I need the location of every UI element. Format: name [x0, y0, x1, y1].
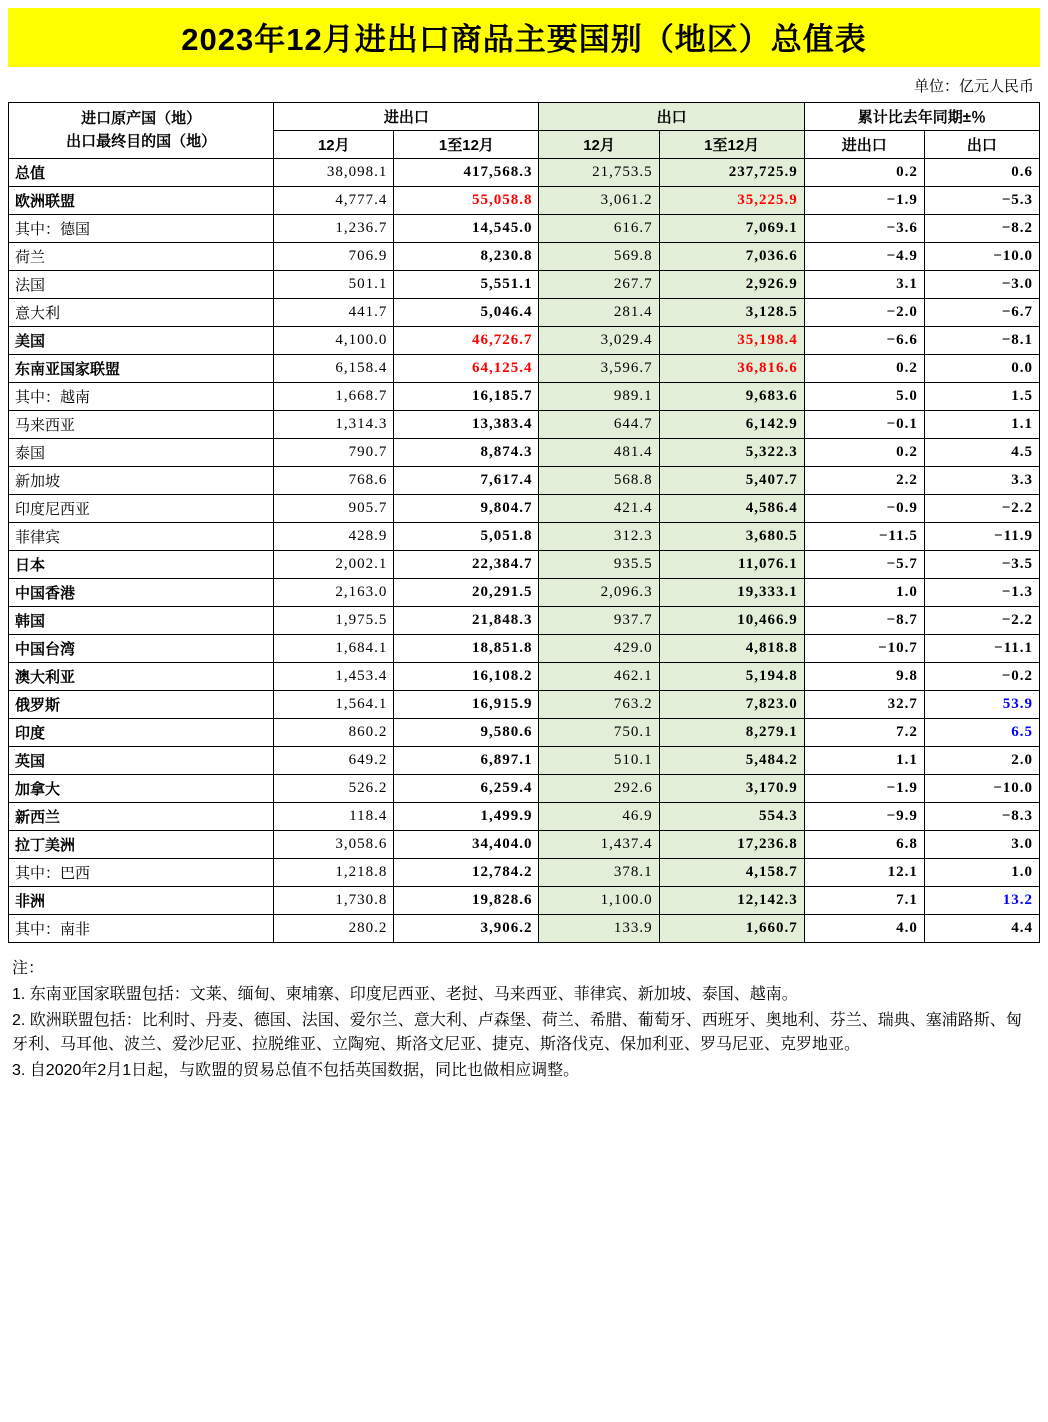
cell-exp_y: 8,279.1	[659, 719, 804, 747]
cell-yoy_e: 6.5	[924, 719, 1039, 747]
cell-exp_y: 5,407.7	[659, 467, 804, 495]
page-root	[0, 8, 1048, 1095]
cell-exp_y: 6,142.9	[659, 411, 804, 439]
header-origin-destination	[9, 103, 274, 159]
header-origin-line2: 出口最终目的国（地）	[66, 132, 217, 150]
table-row	[9, 327, 1040, 355]
row-label: 新加坡	[9, 467, 274, 495]
cell-yoy_ie: 2.2	[804, 467, 924, 495]
table-row	[9, 299, 1040, 327]
cell-impexp_y: 6,897.1	[394, 747, 539, 775]
cell-yoy_ie: −0.9	[804, 495, 924, 523]
cell-exp_y: 7,069.1	[659, 215, 804, 243]
row-label: 非洲	[9, 887, 274, 915]
cell-exp_m: 644.7	[539, 411, 659, 439]
table-row	[9, 551, 1040, 579]
cell-impexp_y: 13,383.4	[394, 411, 539, 439]
cell-yoy_e: −10.0	[924, 775, 1039, 803]
cell-exp_y: 5,322.3	[659, 439, 804, 467]
cell-exp_y: 2,926.9	[659, 271, 804, 299]
cell-impexp_m: 1,668.7	[274, 383, 394, 411]
table-row	[9, 271, 1040, 299]
row-label: 总值	[9, 159, 274, 187]
cell-yoy_e: 0.6	[924, 159, 1039, 187]
cell-impexp_m: 2,163.0	[274, 579, 394, 607]
cell-exp_m: 568.8	[539, 467, 659, 495]
cell-impexp_m: 905.7	[274, 495, 394, 523]
cell-yoy_ie: 0.2	[804, 439, 924, 467]
cell-yoy_e: 4.4	[924, 915, 1039, 943]
cell-impexp_y: 16,108.2	[394, 663, 539, 691]
cell-yoy_e: 4.5	[924, 439, 1039, 467]
cell-exp_y: 12,142.3	[659, 887, 804, 915]
cell-exp_m: 133.9	[539, 915, 659, 943]
header-row-1	[9, 103, 1040, 131]
row-label: 美国	[9, 327, 274, 355]
cell-exp_m: 510.1	[539, 747, 659, 775]
cell-impexp_y: 6,259.4	[394, 775, 539, 803]
cell-yoy_e: −0.2	[924, 663, 1039, 691]
row-label: 泰国	[9, 439, 274, 467]
cell-yoy_e: −11.9	[924, 523, 1039, 551]
cell-impexp_m: 38,098.1	[274, 159, 394, 187]
cell-exp_m: 763.2	[539, 691, 659, 719]
title-banner	[8, 8, 1040, 67]
cell-yoy_e: 2.0	[924, 747, 1039, 775]
cell-yoy_ie: 9.8	[804, 663, 924, 691]
unit-label: 单位：亿元人民币	[913, 78, 1034, 95]
trade-statistics-table	[8, 102, 1040, 943]
cell-yoy_ie: 1.0	[804, 579, 924, 607]
cell-exp_m: 569.8	[539, 243, 659, 271]
header-export-ytd: 1至12月	[659, 131, 804, 159]
cell-yoy_e: 1.1	[924, 411, 1039, 439]
cell-exp_m: 937.7	[539, 607, 659, 635]
cell-exp_y: 3,170.9	[659, 775, 804, 803]
cell-exp_y: 10,466.9	[659, 607, 804, 635]
table-row	[9, 467, 1040, 495]
note-line: 1. 东南亚国家联盟包括：文莱、缅甸、柬埔寨、印度尼西亚、老挝、马来西亚、菲律宾、新加坡、泰国、越南。	[12, 985, 798, 1003]
cell-impexp_m: 441.7	[274, 299, 394, 327]
cell-exp_y: 1,660.7	[659, 915, 804, 943]
cell-yoy_e: −8.2	[924, 215, 1039, 243]
table-row	[9, 803, 1040, 831]
table-row	[9, 439, 1040, 467]
cell-exp_m: 750.1	[539, 719, 659, 747]
cell-exp_y: 19,333.1	[659, 579, 804, 607]
header-yoy-export: 出口	[924, 131, 1039, 159]
cell-impexp_m: 428.9	[274, 523, 394, 551]
cell-exp_y: 7,823.0	[659, 691, 804, 719]
row-label: 日本	[9, 551, 274, 579]
cell-impexp_y: 18,851.8	[394, 635, 539, 663]
cell-yoy_ie: 1.1	[804, 747, 924, 775]
cell-yoy_ie: 6.8	[804, 831, 924, 859]
header-origin-line1: 进口原产国（地）	[81, 110, 202, 127]
row-label: 英国	[9, 747, 274, 775]
cell-yoy_ie: 3.1	[804, 271, 924, 299]
cell-impexp_y: 14,545.0	[394, 215, 539, 243]
cell-impexp_y: 5,551.1	[394, 271, 539, 299]
row-label: 荷兰	[9, 243, 274, 271]
table-row	[9, 411, 1040, 439]
cell-exp_y: 36,816.6	[659, 355, 804, 383]
cell-exp_y: 9,683.6	[659, 383, 804, 411]
cell-yoy_e: −6.7	[924, 299, 1039, 327]
row-label: 加拿大	[9, 775, 274, 803]
cell-impexp_m: 1,684.1	[274, 635, 394, 663]
table-row	[9, 215, 1040, 243]
cell-yoy_e: −11.1	[924, 635, 1039, 663]
cell-impexp_m: 1,564.1	[274, 691, 394, 719]
row-label: 新西兰	[9, 803, 274, 831]
cell-yoy_ie: −11.5	[804, 523, 924, 551]
cell-impexp_y: 9,804.7	[394, 495, 539, 523]
cell-impexp_y: 16,185.7	[394, 383, 539, 411]
header-impexp-month: 12月	[274, 131, 394, 159]
cell-exp_m: 312.3	[539, 523, 659, 551]
cell-exp_m: 21,753.5	[539, 159, 659, 187]
cell-yoy_ie: 4.0	[804, 915, 924, 943]
cell-exp_y: 5,194.8	[659, 663, 804, 691]
cell-yoy_ie: 0.2	[804, 159, 924, 187]
row-label: 菲律宾	[9, 523, 274, 551]
table-row	[9, 579, 1040, 607]
cell-yoy_ie: 7.2	[804, 719, 924, 747]
header-yoy-impexp: 进出口	[804, 131, 924, 159]
cell-impexp_y: 19,828.6	[394, 887, 539, 915]
cell-impexp_m: 4,777.4	[274, 187, 394, 215]
table-row	[9, 915, 1040, 943]
cell-exp_m: 1,100.0	[539, 887, 659, 915]
cell-yoy_ie: 0.2	[804, 355, 924, 383]
cell-impexp_m: 860.2	[274, 719, 394, 747]
cell-yoy_ie: 5.0	[804, 383, 924, 411]
cell-exp_y: 35,198.4	[659, 327, 804, 355]
header-impexp-ytd: 1至12月	[394, 131, 539, 159]
cell-impexp_m: 790.7	[274, 439, 394, 467]
cell-yoy_ie: −3.6	[804, 215, 924, 243]
cell-exp_y: 4,158.7	[659, 859, 804, 887]
cell-impexp_m: 280.2	[274, 915, 394, 943]
cell-impexp_y: 1,499.9	[394, 803, 539, 831]
cell-yoy_e: 53.9	[924, 691, 1039, 719]
cell-impexp_y: 9,580.6	[394, 719, 539, 747]
cell-yoy_e: −2.2	[924, 607, 1039, 635]
cell-exp_m: 292.6	[539, 775, 659, 803]
cell-exp_m: 462.1	[539, 663, 659, 691]
cell-impexp_m: 1,730.8	[274, 887, 394, 915]
cell-exp_y: 237,725.9	[659, 159, 804, 187]
cell-yoy_e: −10.0	[924, 243, 1039, 271]
cell-exp_m: 3,029.4	[539, 327, 659, 355]
cell-yoy_e: −8.1	[924, 327, 1039, 355]
cell-exp_m: 421.4	[539, 495, 659, 523]
cell-yoy_ie: −8.7	[804, 607, 924, 635]
table-row	[9, 355, 1040, 383]
cell-yoy_ie: −10.7	[804, 635, 924, 663]
cell-exp_y: 4,818.8	[659, 635, 804, 663]
table-row	[9, 887, 1040, 915]
cell-impexp_y: 46,726.7	[394, 327, 539, 355]
cell-yoy_e: −1.3	[924, 579, 1039, 607]
cell-impexp_m: 6,158.4	[274, 355, 394, 383]
cell-exp_y: 4,586.4	[659, 495, 804, 523]
cell-exp_m: 481.4	[539, 439, 659, 467]
cell-impexp_m: 1,975.5	[274, 607, 394, 635]
cell-impexp_m: 4,100.0	[274, 327, 394, 355]
cell-impexp_y: 64,125.4	[394, 355, 539, 383]
table-row	[9, 831, 1040, 859]
row-label: 中国香港	[9, 579, 274, 607]
cell-exp_m: 989.1	[539, 383, 659, 411]
row-label: 韩国	[9, 607, 274, 635]
row-label: 澳大利亚	[9, 663, 274, 691]
table-row	[9, 607, 1040, 635]
cell-impexp_m: 1,218.8	[274, 859, 394, 887]
cell-exp_m: 3,596.7	[539, 355, 659, 383]
cell-exp_m: 3,061.2	[539, 187, 659, 215]
cell-exp_m: 616.7	[539, 215, 659, 243]
note-line: 3. 自2020年2月1日起，与欧盟的贸易总值不包括英国数据，同比也做相应调整。	[12, 1062, 580, 1080]
cell-impexp_y: 12,784.2	[394, 859, 539, 887]
cell-exp_m: 429.0	[539, 635, 659, 663]
row-label: 拉丁美洲	[9, 831, 274, 859]
table-row	[9, 523, 1040, 551]
cell-yoy_e: −2.2	[924, 495, 1039, 523]
cell-impexp_y: 20,291.5	[394, 579, 539, 607]
cell-exp_y: 35,225.9	[659, 187, 804, 215]
cell-impexp_y: 21,848.3	[394, 607, 539, 635]
row-label: 东南亚国家联盟	[9, 355, 274, 383]
cell-yoy_ie: −6.6	[804, 327, 924, 355]
cell-exp_y: 3,128.5	[659, 299, 804, 327]
cell-yoy_ie: −0.1	[804, 411, 924, 439]
row-label: 法国	[9, 271, 274, 299]
cell-yoy_e: 0.0	[924, 355, 1039, 383]
cell-impexp_y: 34,404.0	[394, 831, 539, 859]
cell-impexp_y: 5,051.8	[394, 523, 539, 551]
table-row	[9, 187, 1040, 215]
cell-exp_m: 2,096.3	[539, 579, 659, 607]
header-group-yoy: 累计比去年同期±％	[804, 103, 1039, 131]
table-row	[9, 691, 1040, 719]
table-row	[9, 747, 1040, 775]
notes-block	[8, 957, 1040, 1084]
cell-exp_m: 378.1	[539, 859, 659, 887]
table-row	[9, 495, 1040, 523]
table-row	[9, 775, 1040, 803]
row-label: 中国台湾	[9, 635, 274, 663]
cell-impexp_y: 417,568.3	[394, 159, 539, 187]
cell-impexp_y: 8,874.3	[394, 439, 539, 467]
cell-yoy_ie: 7.1	[804, 887, 924, 915]
header-export-month: 12月	[539, 131, 659, 159]
cell-exp_y: 7,036.6	[659, 243, 804, 271]
table-row	[9, 719, 1040, 747]
cell-impexp_m: 118.4	[274, 803, 394, 831]
cell-impexp_y: 3,906.2	[394, 915, 539, 943]
cell-yoy_ie: −5.7	[804, 551, 924, 579]
cell-yoy_ie: −1.9	[804, 775, 924, 803]
cell-exp_y: 3,680.5	[659, 523, 804, 551]
table-row	[9, 243, 1040, 271]
row-label: 俄罗斯	[9, 691, 274, 719]
cell-yoy_ie: 32.7	[804, 691, 924, 719]
row-label: 意大利	[9, 299, 274, 327]
cell-yoy_e: −3.0	[924, 271, 1039, 299]
cell-impexp_y: 7,617.4	[394, 467, 539, 495]
table-row	[9, 663, 1040, 691]
cell-exp_m: 281.4	[539, 299, 659, 327]
cell-yoy_e: 3.0	[924, 831, 1039, 859]
row-label: 其中：南非	[9, 915, 274, 943]
cell-impexp_m: 706.9	[274, 243, 394, 271]
cell-impexp_y: 16,915.9	[394, 691, 539, 719]
cell-yoy_ie: −9.9	[804, 803, 924, 831]
table-header	[9, 103, 1040, 159]
cell-yoy_ie: 12.1	[804, 859, 924, 887]
table-row	[9, 383, 1040, 411]
cell-exp_m: 935.5	[539, 551, 659, 579]
cell-impexp_y: 22,384.7	[394, 551, 539, 579]
cell-impexp_m: 1,236.7	[274, 215, 394, 243]
cell-impexp_m: 526.2	[274, 775, 394, 803]
cell-impexp_m: 3,058.6	[274, 831, 394, 859]
row-label: 欧洲联盟	[9, 187, 274, 215]
row-label: 印度尼西亚	[9, 495, 274, 523]
cell-exp_y: 554.3	[659, 803, 804, 831]
cell-yoy_e: 1.0	[924, 859, 1039, 887]
cell-yoy_e: −8.3	[924, 803, 1039, 831]
cell-impexp_m: 1,453.4	[274, 663, 394, 691]
cell-yoy_ie: −4.9	[804, 243, 924, 271]
row-label: 马来西亚	[9, 411, 274, 439]
table-body	[9, 159, 1040, 943]
cell-exp_m: 267.7	[539, 271, 659, 299]
cell-impexp_m: 501.1	[274, 271, 394, 299]
cell-yoy_ie: −1.9	[804, 187, 924, 215]
cell-exp_y: 5,484.2	[659, 747, 804, 775]
note-line: 注：	[12, 960, 45, 977]
header-group-export: 出口	[539, 103, 804, 131]
cell-impexp_m: 2,002.1	[274, 551, 394, 579]
row-label: 其中：越南	[9, 383, 274, 411]
cell-yoy_e: 13.2	[924, 887, 1039, 915]
cell-yoy_e: 1.5	[924, 383, 1039, 411]
cell-impexp_y: 55,058.8	[394, 187, 539, 215]
cell-exp_y: 11,076.1	[659, 551, 804, 579]
page-title: 2023年12月进出口商品主要国别（地区）总值表	[181, 22, 867, 57]
cell-impexp_m: 768.6	[274, 467, 394, 495]
cell-impexp_y: 8,230.8	[394, 243, 539, 271]
note-line: 2. 欧洲联盟包括：比利时、丹麦、德国、法国、爱尔兰、意大利、卢森堡、荷兰、希腊、葡萄牙、西班牙、奥地利、芬兰、瑞典、塞浦路斯、匈牙利、马耳他、波兰、爱沙尼亚、拉脱维亚、立陶宛、斯洛文尼亚、捷克、斯洛伐克、保加利亚、罗马尼亚、克罗地亚。	[12, 1011, 1022, 1054]
cell-impexp_y: 5,046.4	[394, 299, 539, 327]
cell-exp_m: 46.9	[539, 803, 659, 831]
cell-yoy_e: −5.3	[924, 187, 1039, 215]
cell-exp_m: 1,437.4	[539, 831, 659, 859]
cell-impexp_m: 649.2	[274, 747, 394, 775]
cell-yoy_ie: −2.0	[804, 299, 924, 327]
table-row	[9, 635, 1040, 663]
row-label: 其中：德国	[9, 215, 274, 243]
table-row	[9, 859, 1040, 887]
header-group-import-export: 进出口	[274, 103, 539, 131]
row-label: 其中：巴西	[9, 859, 274, 887]
cell-impexp_m: 1,314.3	[274, 411, 394, 439]
cell-yoy_e: −3.5	[924, 551, 1039, 579]
cell-yoy_e: 3.3	[924, 467, 1039, 495]
row-label: 印度	[9, 719, 274, 747]
cell-exp_y: 17,236.8	[659, 831, 804, 859]
table-row	[9, 159, 1040, 187]
